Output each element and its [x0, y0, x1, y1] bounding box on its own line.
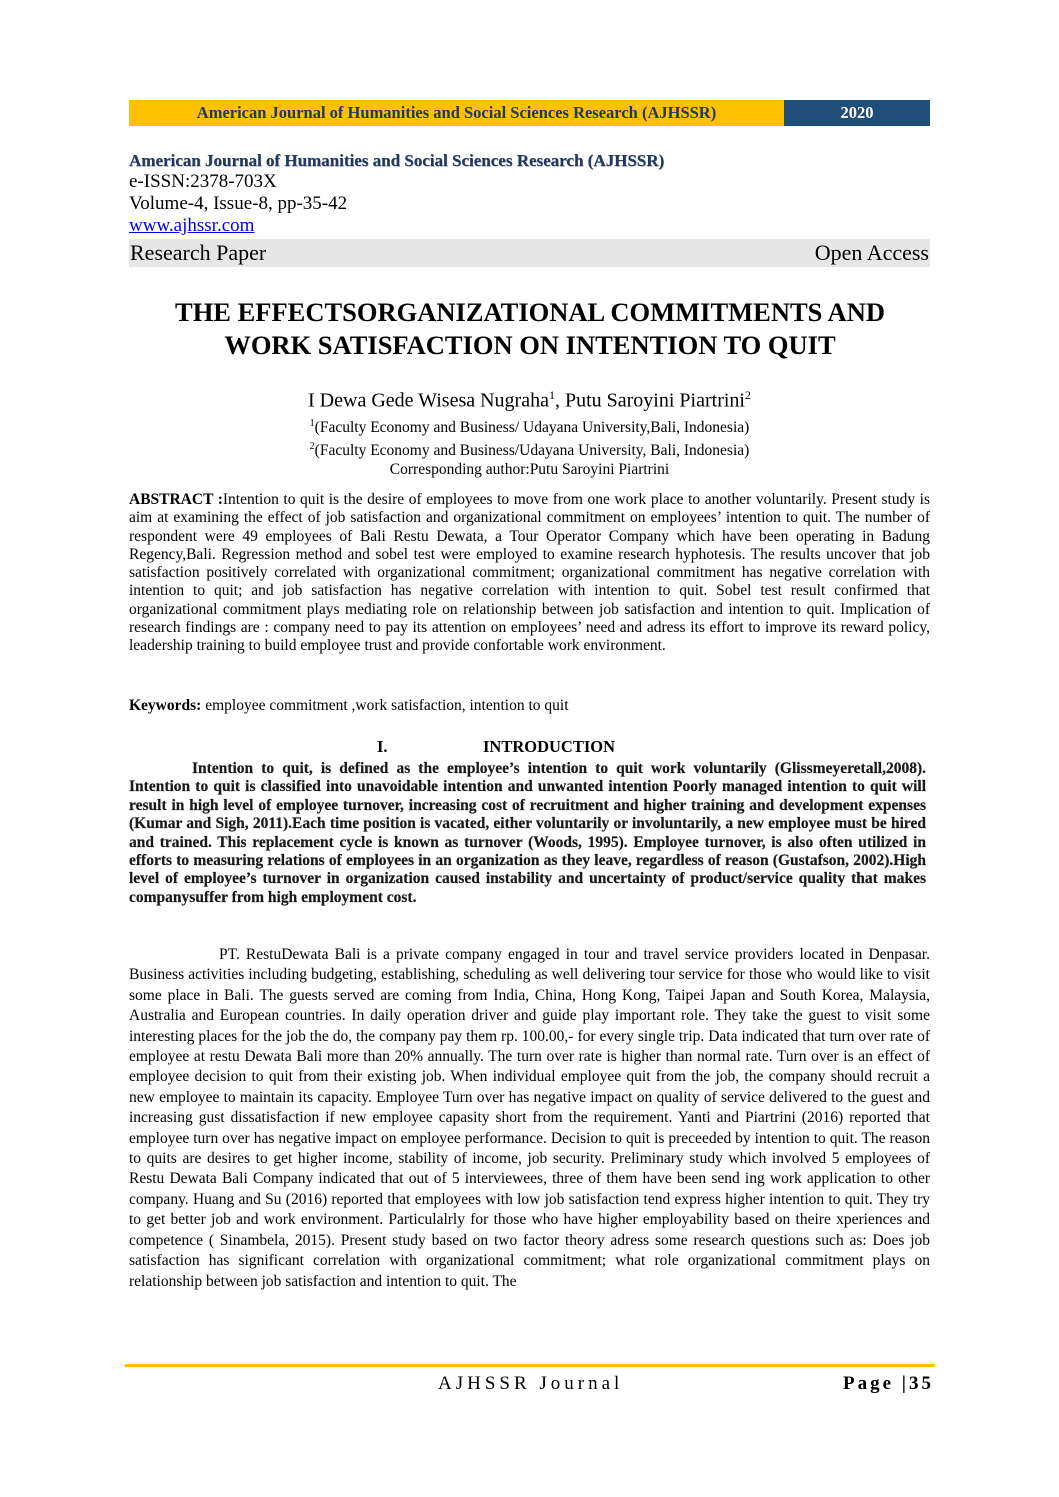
paper-type-bar	[129, 239, 930, 267]
section-title: INTRODUCTION	[483, 737, 616, 756]
author-2-sup: 2	[744, 388, 751, 402]
header-journal-title: American Journal of Humanities and Social Sciences Research (AJHSSR)	[129, 100, 784, 126]
affiliation-1	[129, 414, 930, 437]
affiliation-2-sup: 2	[309, 440, 315, 452]
footer-journal: AJHSSR Journal	[438, 1373, 624, 1394]
abstract-label: ABSTRACT :	[129, 491, 223, 508]
paper-title-line-2: WORK SATISFACTION ON INTENTION TO QUIT	[224, 330, 836, 360]
intro-paragraph-1: Intention to quit, is defined as the employee’s intention to quit work voluntarily (Glissmeyeretall,2008). Intention to quit is classified into unavoidable intention and unwanted intention Poorly managed intention to quit will result in high level of employee turnover, increasing cost of recruitment and higher training and development expenses (Kumar and Sigh, 2011).Each time position is vacated, either voluntarily or involuntarily, a new employee must be hired and trained. This replacement cycle is known as turnover (Woods, 1995). Employee turnover, is also often utilized in efforts to measuring relations of employees in an organization as they leave, regardless of reason (Gustafson, 2002).High level of employee’s turnover in organization caused instability and uncertainty of product/service quality that makes companysuffer from high employment cost.	[129, 760, 926, 906]
author-2: Putu Saroyini Piartrini	[564, 389, 745, 412]
paper-title	[90, 296, 970, 362]
authors-block	[129, 382, 930, 479]
author-1: I Dewa Gede Wisesa Nugraha	[308, 389, 549, 412]
footer-page-number: Page |35	[843, 1373, 934, 1394]
journal-info	[129, 151, 930, 267]
footer-divider	[125, 1364, 935, 1367]
paper-type: Research Paper	[130, 240, 267, 265]
journal-volume: Volume-4, Issue-8, pp-35-42	[129, 193, 348, 214]
affiliation-1-sup: 1	[309, 417, 315, 429]
journal-header-bar	[129, 100, 930, 126]
header-year: 2020	[784, 100, 930, 126]
access-type: Open Access	[814, 240, 929, 265]
affiliation-2	[129, 437, 930, 460]
corresponding-author: Corresponding author:Putu Saroyini Piartrini	[389, 460, 670, 478]
journal-name: American Journal of Humanities and Social Sciences Research (AJHSSR)	[129, 151, 665, 170]
abstract-text: Intention to quit is the desire of employees to move from one work place to another voluntarily. Present study is aim at examining the effect of job satisfaction and organizational commitment on employees’ intention to quit. The number of respondent were 49 employees of Bali Restu Dewata, a Tour Operator Company which have been operating in Badung Regency,Bali. Regression method and sobel test were employed to examine research hyphotesis. The results uncover that job satisfaction positively correlated with organizational commitment; organizational commitment has negative correlation with intention to quit; and job satisfaction has negative correlation with intention to quit. Sobel test result confirmed that organizational commitment plays mediating role on relationship between job satisfaction and intention to quit. Implication of research findings are : company need to pay its attention on employees’ need and adress its effort to improve its reward policy, leadership training to build employee trust and provide confortable work environment.	[129, 491, 930, 655]
author-line	[129, 382, 930, 414]
author-separator: ,	[554, 389, 565, 412]
keywords	[129, 697, 930, 715]
author-1-sup: 1	[548, 388, 555, 402]
affiliation-2-text: (Faculty Economy and Business/Udayana University, Bali, Indonesia)	[314, 441, 750, 459]
keywords-label: Keywords:	[129, 697, 202, 714]
journal-url-link[interactable]: www.ajhssr.com	[129, 215, 255, 236]
journal-issn: e-ISSN:2378-703X	[129, 171, 277, 192]
keywords-text: employee commitment ,work satisfaction, intention to quit	[201, 697, 569, 714]
intro-paragraph-2: PT. RestuDewata Bali is a private company engaged in tour and travel service providers located in Denpasar. Business activities including budgeting, establishing, scheduling as well delivering tour service for those who would like to visit some place in Bali. The guests served are coming from India, China, Hong Kong, Taipei Japan and South Korea, Malaysia, Australia and European countries. In daily operation driver and guide play important role. They take the guest to visit some interesting places for the job the do, the company pay them rp. 100.00,- for every single trip. Data indicated that turn over rate of employee at restu Dewata Bali more than 20% annually. The turn over rate is higher than normal rate. Turn over is an effect of employee decision to quit from their existing job. When individual employee quit from the job, the company should recruit a new employee to maintain its capacity. Employee Turn over has negative impact on quality of service delivered to the guest and increasing gust dissatisfaction if new employee capasity short from the requirement. Yanti and Piartrini (2016) reported that employee turn over has negative impact on employee performance. Decision to quit is preceeded by intention to quit. The reason to quits are desires to get higher income, stability of income, job security. Preliminary study which involved 5 employees of Restu Dewata Bali Company indicated that out of 5 interviewees, three of them have been send ing work application to other company. Huang and Su (2016) reported that employees with low job satisfaction tend express higher intention to quit. They try to get better job and work environment. Particulalrly for those who have higher employability based on theire xperiences and competence ( Sinambela, 2015). Present study based on two factor theory adress some research questions such as: Does job satisfaction has significant correlation with organizational commitment; what role organizational commitment plays on relationship between job satisfaction and intention to quit. The	[129, 946, 930, 1290]
section-number: I.	[377, 737, 388, 756]
abstract	[129, 491, 930, 656]
paper-title-line-1: THE EFFECTSORGANIZATIONAL COMMITMENTS AND	[175, 297, 885, 327]
affiliation-1-text: (Faculty Economy and Business/ Udayana University,Bali, Indonesia)	[314, 418, 750, 436]
